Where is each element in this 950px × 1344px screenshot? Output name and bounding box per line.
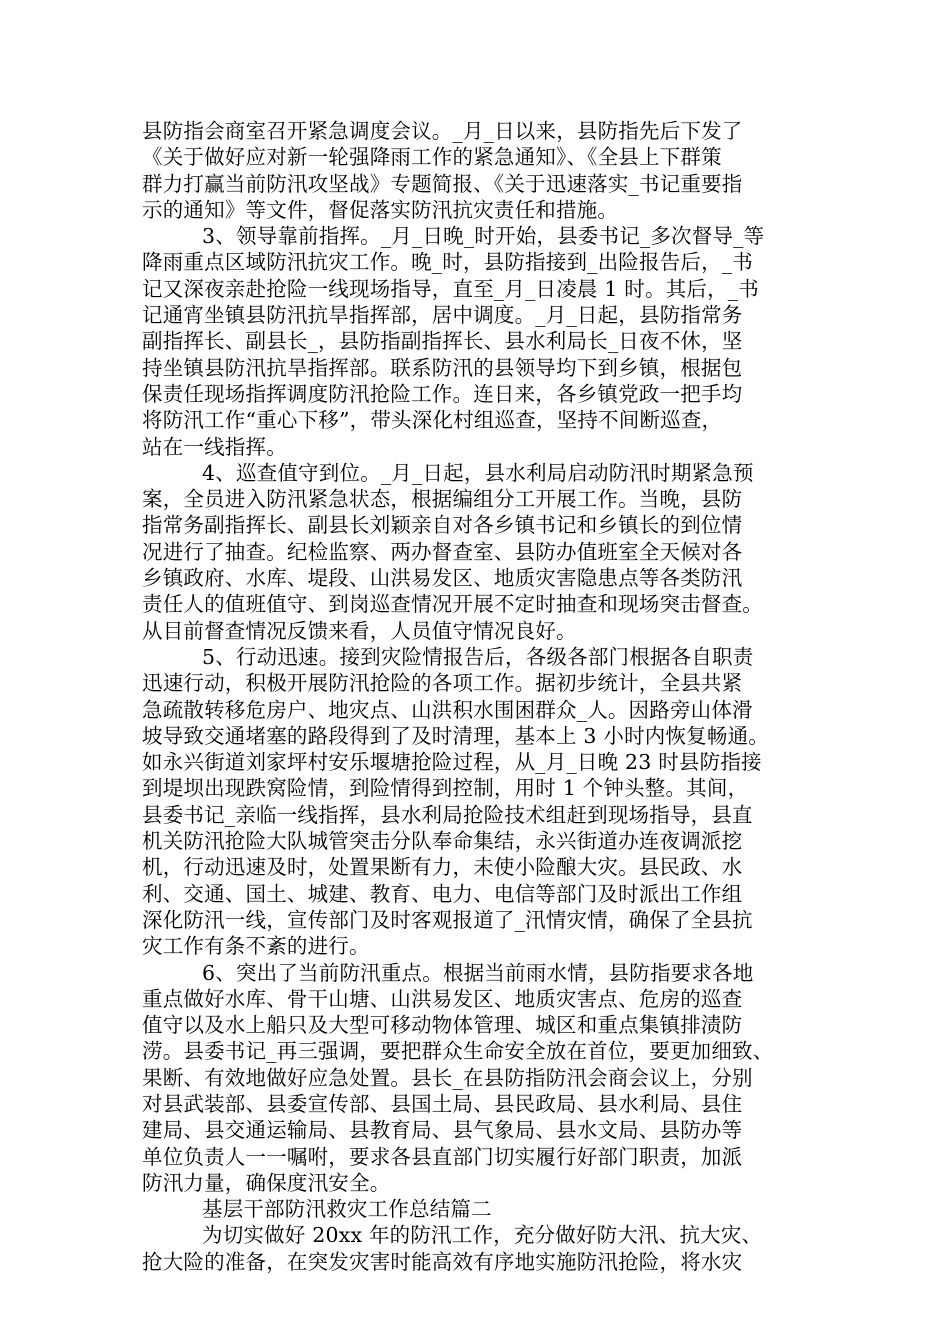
text-line: 县委书记_亲临一线指挥，县水利局抢险技术组赶到现场指导，县直 [142,802,753,827]
text-line: 乡镇政府、水库、堤段、山洪易发区、地质灾害隐患点等各类防汛 [142,566,743,591]
text-line: 5、行动迅速。接到灾险情报告后，各级各部门根据各自职责 [202,644,754,669]
text-line: 坡导致交通堵塞的路段得到了及时清理，基本上 3 小时内恢复畅通。 [142,723,769,748]
text-line: 到堤坝出现跌窝险情，到险情得到控制，用时 1 个钟头整。其间， [142,776,749,801]
document-body [142,118,822,1275]
text-line: 从目前督查情况反馈来看，人员值守情况良好。 [142,618,577,643]
text-line: 将防汛工作“重心下移”，带头深化村组巡查，坚持不间断巡查， [142,408,723,433]
text-line: 利、交通、国土、城建、教育、电力、电信等部门及时派出工作组 [142,881,743,906]
text-line: 示的通知》等文件，督促落实防汛抗灾责任和措施。 [142,197,619,222]
text-line: 记又深夜亲赴抢险一线现场指导，直至_月_日凌晨 1 时。其后，_书 [142,276,759,301]
text-line: 指常务副指挥长、副县长刘颖亲自对各乡镇书记和乡镇长的到位情 [142,513,743,538]
text-line: 降雨重点区域防汛抗灾工作。晚_时，县防指接到_出险报告后，_书 [142,250,753,275]
text-line: 深化防汛一线，宣传部门及时客观报道了_汛情灾情，确保了全县抗 [142,907,753,932]
text-line: 况进行了抽查。纪检监察、两办督查室、县防办值班室全天候对各 [142,539,743,564]
text-line: 基层干部防汛救灾工作总结篇二 [202,1197,492,1222]
text-line: 涝。县委书记_再三强调，要把群众生命安全放在首位，要更加细致、 [142,1039,774,1064]
text-line: 县防指会商室召开紧急调度会议。_月_日以来，县防指先后下发了 [142,119,743,143]
text-line: 为切实做好 20xx 年的防汛工作，充分做好防大汛、抗大灾、 [202,1223,763,1248]
text-line: 建局、县交通运输局、县教育局、县气象局、县水文局、县防办等 [142,1118,743,1143]
text-line: 急疏散转移危房户、地灾点、山洪积水围困群众_人。因路旁山体滑 [142,697,753,722]
text-line: 机，行动迅速及时，处置果断有力，未使小险酿大灾。县民政、水 [142,855,743,880]
text-line: 单位负责人一一嘱咐，要求各县直部门切实履行好部门职责，加派 [142,1144,743,1169]
text-line: 如永兴街道刘家坪村安乐堰塘抢险过程，从_月_日晚 23 时县防指接 [142,750,762,775]
text-line: 重点做好水库、骨干山塘、山洪易发区、地质灾害点、危房的巡查 [142,986,743,1011]
text-line: 案，全员进入防汛紧急状态，根据编组分工开展工作。当晚，县防 [142,487,743,512]
text-line: 迅速行动，积极开展防汛抢险的各项工作。据初步统计，全县共紧 [142,671,743,696]
text-line: 3、领导靠前指挥。_月_日晚_时开始，县委书记_多次督导_等 [202,224,765,249]
text-line: 值守以及水上船只及大型可移动物体管理、城区和重点集镇排渍防 [142,1013,743,1038]
text-line: 保责任现场指挥调度防汛抢险工作。连日来，各乡镇党政一把手均 [142,381,743,406]
text-line: 站在一线指挥。 [142,434,287,459]
text-line: 机关防汛抢险大队城管突击分队奉命集结，永兴街道办连夜调派挖 [142,829,743,854]
text-line: 6、突出了当前防汛重点。根据当前雨水情，县防指要求各地 [202,960,754,985]
text-line: 果断、有效地做好应急处置。县长_在县防指防汛会商会议上，分别 [142,1065,753,1090]
text-line: 副指挥长、副县长_，县防指副指挥长、县水利局长_日夜不休，坚 [142,329,743,354]
text-line: 灾工作有条不紊的进行。 [142,934,370,959]
text-line: 记通宵坐镇县防汛抗旱指挥部，居中调度。_月_日起，县防指常务 [142,303,743,328]
text-line: 抢大险的准备，在突发灾害时能高效有序地实施防汛抢险，将水灾 [142,1249,743,1274]
text-line: 群力打赢当前防汛攻坚战》专题简报、《关于迅速落实_书记重要指 [142,171,743,196]
text-line: 责任人的值班值守、到岗巡查情况开展不定时抽查和现场突击督查。 [142,592,763,617]
text-line: 对县武装部、县委宣传部、县国土局、县民政局、县水利局、县住 [142,1091,743,1116]
text-line: 持坐镇县防汛抗旱指挥部。联系防汛的县领导均下到乡镇，根据包 [142,355,743,380]
text-line: 4、巡查值守到位。_月_日起，县水利局启动防汛时期紧急预 [202,460,754,485]
text-line: 防汛力量，确保度汛安全。 [142,1170,391,1195]
text-line: 《关于做好应对新一轮强降雨工作的紧急通知》、《全县上下群策 [142,145,722,170]
